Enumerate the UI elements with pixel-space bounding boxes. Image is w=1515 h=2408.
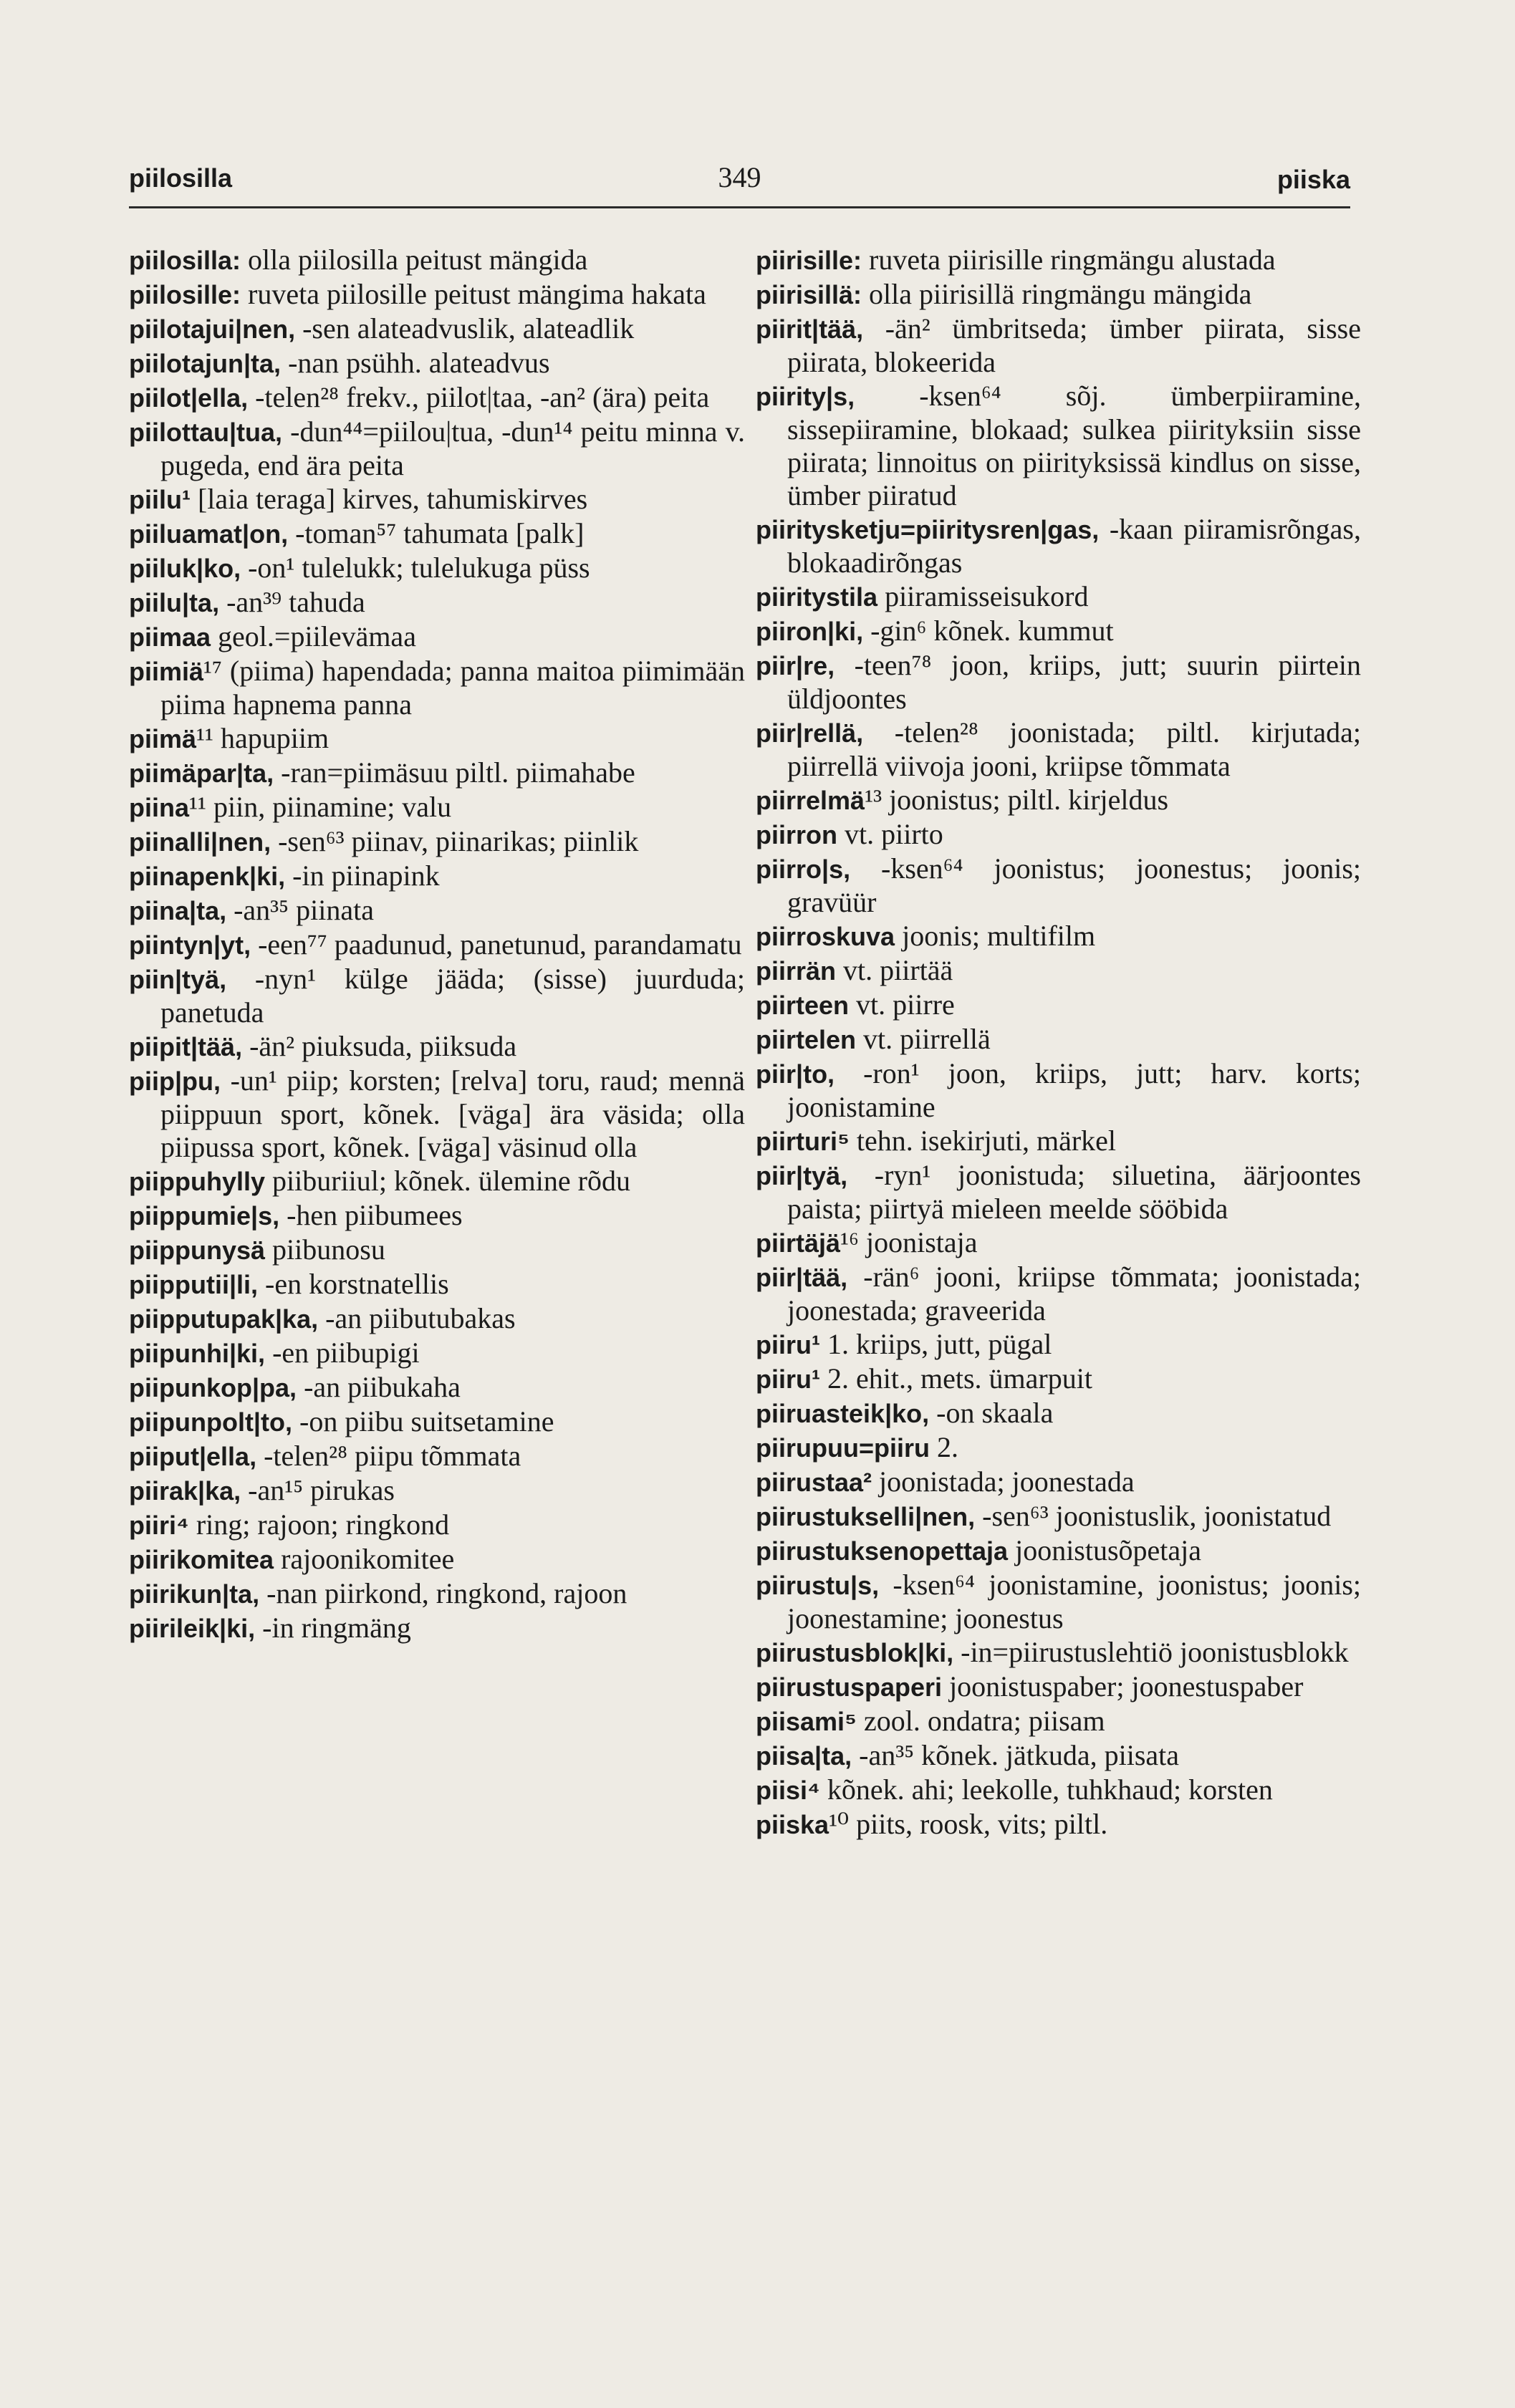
dictionary-entry: [129, 1064, 745, 1164]
dictionary-entry: [756, 1534, 1361, 1568]
entry-definition: -sen⁶³ joonistuslik, joonistatud: [975, 1500, 1332, 1532]
entry-headword: piirustaa²: [756, 1468, 872, 1497]
entry-definition: -dun⁴⁴=piilou|tua, -dun¹⁴ peitu minna v. pugeda, end ära peita: [160, 415, 745, 481]
entry-headword: piir|tää,: [756, 1263, 848, 1292]
dictionary-entry: [129, 1405, 745, 1439]
dictionary-entry: [756, 852, 1361, 919]
entry-definition: -sen⁶³ piinav, piinarikas; piinlik: [271, 825, 639, 857]
dictionary-entry: [129, 415, 745, 482]
dictionary-entry: [756, 649, 1361, 716]
dictionary-entry: [756, 1362, 1361, 1396]
entry-headword: piilotajui|nen,: [129, 314, 296, 344]
entry-headword: piirrän: [756, 956, 837, 986]
dictionary-entry: [129, 791, 745, 824]
dictionary-entry: [129, 1233, 745, 1267]
entry-headword: piinapenk|ki,: [129, 862, 286, 891]
dictionary-entry: [756, 1159, 1361, 1225]
entry-headword: piirtelen: [756, 1025, 857, 1054]
entry-definition: -ksen⁶⁴ joonistus; joonestus; joonis; gravüür: [787, 852, 1361, 918]
entry-headword: piirtäjä: [756, 1228, 841, 1258]
dictionary-entry: [756, 380, 1361, 512]
entry-definition: -än² ümbritseda; ümber piirata, sisse piirata, blokeerida: [787, 312, 1361, 378]
dictionary-entry: [129, 312, 745, 346]
entry-headword: piilot|ella,: [129, 383, 249, 413]
dictionary-entry: [756, 1124, 1361, 1158]
entry-headword: piipunhi|ki,: [129, 1339, 266, 1368]
dictionary-entry: [129, 1030, 745, 1064]
entry-headword: piiru¹: [756, 1364, 820, 1394]
dictionary-entry: [756, 954, 1361, 988]
entry-headword: piipunkop|pa,: [129, 1373, 297, 1402]
dictionary-entry: [129, 1199, 745, 1233]
entry-headword: piirustu|s,: [756, 1571, 880, 1600]
entry-headword: piir|rellä,: [756, 718, 864, 748]
entry-headword: piiru¹: [756, 1330, 820, 1359]
entry-definition: -in piinapink: [285, 859, 440, 892]
entry-headword: piirisille:: [756, 246, 862, 275]
dictionary-entry: [756, 1773, 1361, 1807]
entry-headword: piilosille:: [129, 280, 241, 309]
dictionary-entry: [129, 1337, 745, 1370]
dictionary-entry: [756, 1670, 1361, 1704]
entry-headword: piinalli|nen,: [129, 827, 271, 857]
entry-headword: piipit|tää,: [129, 1032, 243, 1061]
dictionary-entry: [129, 963, 745, 1029]
entry-headword: piintyn|yt,: [129, 930, 251, 960]
entry-definition: -sen alateadvuslik, alateadlik: [295, 312, 635, 345]
entry-headword: piilotajun|ta,: [129, 349, 282, 378]
entry-headword: piippumie|s,: [129, 1201, 280, 1231]
entry-definition: vt. piirre: [849, 988, 955, 1021]
entry-definition: 1. kriips, jutt, pügal: [819, 1328, 1052, 1360]
right-guide-word: piiska: [1276, 165, 1350, 194]
entry-definition: rajoonikomitee: [274, 1543, 455, 1575]
entry-headword: piiritysketju=piiritysren|gas,: [756, 515, 1100, 544]
dictionary-entry: [756, 988, 1361, 1022]
entry-definition: ruveta piirisille ringmängu alustada: [862, 244, 1276, 276]
entry-definition: -an³⁵ piinata: [226, 894, 374, 926]
entry-headword: piirustuksenopettaja: [756, 1536, 1009, 1566]
dictionary-entry: [756, 818, 1361, 852]
right-column: [756, 244, 1361, 1842]
entry-definition: -in=piirustuslehtiö joonistusblokk: [953, 1636, 1349, 1668]
entry-headword: piiritystila: [756, 582, 878, 612]
entry-headword: piiluk|ko,: [129, 554, 241, 583]
entry-headword: piina|ta,: [129, 896, 227, 925]
dictionary-entry: [756, 244, 1361, 277]
entry-headword: piiska: [756, 1810, 829, 1839]
entry-definition: -un¹ piip; korsten; [relva] toru, raud; mennä piippuun sport, kõnek. [väga] ära väsida; olla piipussa sport, kõnek. [väga] väsinud olla: [160, 1064, 745, 1163]
entry-definition: ¹⁷ (piima) hapendada; panna maitoa piimimään piima hapnema panna: [160, 655, 745, 721]
entry-headword: piiput|ella,: [129, 1442, 257, 1471]
entry-headword: piir|to,: [756, 1059, 835, 1089]
entry-headword: piirity|s,: [756, 382, 855, 411]
dictionary-entry: [756, 1636, 1361, 1670]
entry-headword: piip|pu,: [129, 1066, 221, 1096]
entry-definition: ¹³ joonistus; piltl. kirjeldus: [865, 784, 1169, 816]
entry-definition: -ron¹ joon, kriips, jutt; harv. korts; joonistamine: [787, 1057, 1361, 1123]
entry-headword: piirturi⁵: [756, 1127, 850, 1156]
dictionary-entry: [756, 513, 1361, 579]
dictionary-entry: [129, 1612, 745, 1645]
entry-definition: piiburiiul; kõnek. ülemine rõdu: [265, 1165, 630, 1197]
entry-headword: piirit|tää,: [756, 314, 864, 344]
dictionary-entry: [756, 1226, 1361, 1260]
entry-definition: -nyn¹ külge jääda; (sisse) juurduda; panetuda: [160, 963, 745, 1029]
entry-definition: vt. piirtää: [836, 954, 953, 986]
entry-definition: ¹¹ hapupiim: [196, 722, 330, 754]
dictionary-entry: [129, 1440, 745, 1473]
entry-definition: -en korstnatellis: [258, 1268, 449, 1300]
entry-definition: -on¹ tulelukk; tulelukuga püss: [241, 552, 590, 584]
dictionary-entry: [129, 894, 745, 928]
entry-definition: -een⁷⁷ paadunud, panetunud, parandamatu: [251, 928, 742, 960]
entry-definition: -en piibupigi: [265, 1337, 420, 1369]
entry-headword: piirroskuva: [756, 922, 895, 951]
entry-definition: olla piirisillä ringmängu mängida: [862, 278, 1252, 310]
entry-definition: vt. piirto: [837, 818, 943, 850]
dictionary-entry: [756, 312, 1361, 379]
entry-definition: tehn. isekirjuti, märkel: [849, 1124, 1117, 1157]
header-rule: [129, 206, 1350, 208]
entry-headword: piirikomitea: [129, 1545, 274, 1574]
entry-headword: piisami⁵: [756, 1707, 857, 1736]
dictionary-entry: [129, 1577, 745, 1611]
dictionary-entry: [756, 1328, 1361, 1362]
entry-headword: piirustuspaperi: [756, 1672, 943, 1702]
dictionary-entry: [756, 1397, 1361, 1430]
dictionary-entry: [129, 1474, 745, 1508]
dictionary-entry: [129, 1543, 745, 1576]
dictionary-entry: [129, 655, 745, 721]
entry-headword: piimiä: [129, 657, 204, 686]
entry-definition: -an piibukaha: [297, 1371, 461, 1403]
dictionary-entry: [129, 347, 745, 380]
entry-headword: piirupuu=piiru: [756, 1433, 930, 1463]
entry-definition: ¹⁰ piits, roosk, vits; piltl.: [829, 1808, 1108, 1840]
entry-definition: -an¹⁵ pirukas: [241, 1474, 395, 1506]
entry-definition: -in ringmäng: [255, 1612, 411, 1644]
entry-headword: piisa|ta,: [756, 1741, 852, 1771]
dictionary-entry: [756, 615, 1361, 648]
entry-headword: piir|re,: [756, 651, 835, 680]
entry-headword: piirteen: [756, 991, 850, 1020]
entry-definition: zool. ondatra; piisam: [856, 1705, 1105, 1737]
entry-definition: joonistada; joonestada: [872, 1465, 1135, 1498]
entry-headword: piirrelmä: [756, 786, 865, 815]
entry-definition: 2. ehit., mets. ümarpuit: [819, 1362, 1092, 1395]
dictionary-entry: [129, 1508, 745, 1542]
entry-definition: ring; rajoon; ringkond: [188, 1508, 450, 1541]
entry-definition: -hen piibumees: [279, 1199, 463, 1231]
dictionary-entry: [756, 1705, 1361, 1738]
entry-headword: piirileik|ki,: [129, 1614, 256, 1643]
entry-definition: -an³⁵ kõnek. jätkuda, piisata: [852, 1739, 1180, 1771]
entry-definition: -an piibutubakas: [318, 1302, 516, 1334]
entry-headword: piilottau|tua,: [129, 418, 283, 447]
entry-definition: -nan piirkond, ringkond, rajoon: [259, 1577, 627, 1609]
dictionary-entry: [129, 859, 745, 893]
entry-headword: piiruasteik|ko,: [756, 1399, 930, 1428]
entry-definition: -teen⁷⁸ joon, kriips, jutt; suurin piirtein üldjoontes: [787, 649, 1361, 715]
entry-headword: piipunpolt|to,: [129, 1407, 292, 1437]
page-header: [129, 158, 1350, 208]
dictionary-entry: [129, 756, 745, 790]
dictionary-entry: [129, 586, 745, 620]
dictionary-entry: [129, 1302, 745, 1336]
entry-definition: piiramisseisukord: [877, 580, 1089, 612]
entry-headword: piimäpar|ta,: [129, 758, 274, 788]
dictionary-entry: [129, 552, 745, 585]
entry-headword: piilosilla:: [129, 246, 241, 275]
left-column: [129, 244, 745, 1646]
entry-definition: -rän⁶ jooni, kriipse tõmmata; joonistada; joonestada; graveerida: [787, 1261, 1361, 1326]
dictionary-entry: [129, 928, 745, 962]
entry-definition: -ksen⁶⁴ joonistamine, joonistus; joonis; joonestamine; joonestus: [787, 1569, 1361, 1634]
entry-definition: geol.=piilevämaa: [211, 620, 416, 652]
entry-definition: -an³⁹ tahuda: [219, 586, 365, 618]
entry-definition: -ksen⁶⁴ sõj. ümberpiiramine, sissepiiramine, blokaad; sulkea piirityksiin sisse piirata; linnoitus on piirityksissä kindlus on sisse, ümber piiratud: [787, 380, 1361, 511]
entry-definition: vt. piirrellä: [856, 1023, 991, 1055]
entry-headword: piirikun|ta,: [129, 1579, 260, 1609]
entry-definition: -kaan piiramisrõngas, blokaadirõngas: [787, 513, 1361, 579]
entry-definition: -gin⁶ kõnek. kummut: [863, 615, 1114, 647]
dictionary-entry: [129, 1165, 745, 1198]
entry-definition: joonistusõpetaja: [1008, 1534, 1202, 1566]
entry-definition: -ryn¹ joonistuda; siluetina, äärjoontes paista; piirtyä mieleen meelde sööbida: [787, 1159, 1361, 1225]
entry-headword: piin|tyä,: [129, 965, 227, 994]
entry-definition: piibunosu: [265, 1233, 385, 1266]
entry-headword: piirak|ka,: [129, 1476, 241, 1506]
entry-headword: piimaa: [129, 622, 211, 652]
dictionary-entry: [756, 1500, 1361, 1533]
entry-definition: ¹⁶ joonistaja: [840, 1226, 978, 1258]
entry-definition: -nan psühh. alateadvus: [281, 347, 550, 379]
dictionary-entry: [756, 920, 1361, 953]
entry-definition: -ran=piimäsuu piltl. piimahabe: [274, 756, 635, 789]
entry-headword: piilu|ta,: [129, 588, 220, 617]
entry-headword: piiron|ki,: [756, 617, 864, 646]
entry-definition: -telen²⁸ frekv., piilot|taa, -an² (ära) peita: [248, 381, 710, 413]
dictionary-entry: [129, 722, 745, 756]
dictionary-entry: [756, 1465, 1361, 1499]
dictionary-entry: [129, 620, 745, 654]
entry-headword: piiluamat|on,: [129, 519, 289, 549]
entry-headword: piir|tyä,: [756, 1161, 848, 1190]
dictionary-entry: [756, 278, 1361, 312]
dictionary-entry: [129, 244, 745, 277]
entry-headword: piiri⁴: [129, 1511, 189, 1540]
dictionary-entry: [129, 825, 745, 859]
dictionary-entry: [756, 1739, 1361, 1773]
entry-headword: piipputupak|ka,: [129, 1304, 319, 1334]
entry-headword: piirustusblok|ki,: [756, 1638, 954, 1667]
entry-headword: piippuhylly: [129, 1167, 266, 1196]
entry-definition: -telen²⁸ piipu tõmmata: [256, 1440, 521, 1472]
dictionary-entry: [756, 580, 1361, 614]
entry-definition: -on piibu suitsetamine: [292, 1405, 554, 1437]
page-number: 349: [718, 161, 761, 193]
dictionary-entry: [756, 1808, 1361, 1841]
entry-headword: piisi⁴: [756, 1776, 820, 1805]
dictionary-entry: [756, 784, 1361, 817]
entry-headword: piirro|s,: [756, 854, 851, 884]
entry-definition: ¹¹ piin, piinamine; valu: [189, 791, 452, 823]
entry-definition: -än² piuksuda, piiksuda: [242, 1030, 517, 1062]
entry-definition: -telen²⁸ joonistada; piltl. kirjutada; piirrellä viivoja jooni, kriipse tõmmata: [787, 716, 1361, 782]
dictionary-entry: [129, 278, 745, 312]
entry-definition: joonis; multifilm: [895, 920, 1096, 952]
entry-headword: piina: [129, 793, 190, 822]
dictionary-entry: [756, 716, 1361, 783]
dictionary-entry: [129, 517, 745, 551]
entry-definition: [laia teraga] kirves, tahumiskirves: [190, 483, 588, 515]
left-guide-word: piilosilla: [129, 163, 233, 193]
dictionary-entry: [756, 1057, 1361, 1124]
dictionary-entry: [129, 1371, 745, 1405]
entry-headword: piippunysä: [129, 1236, 266, 1265]
entry-headword: piirisillä:: [756, 280, 862, 309]
entry-headword: piirron: [756, 820, 837, 849]
dictionary-entry: [756, 1569, 1361, 1635]
dictionary-entry: [129, 381, 745, 415]
entry-definition: kõnek. ahi; leekolle, tuhkhaud; korsten: [819, 1773, 1273, 1806]
entry-headword: piilu¹: [129, 485, 191, 514]
entry-definition: olla piilosilla peitust mängida: [241, 244, 588, 276]
dictionary-entry: [756, 1023, 1361, 1056]
dictionary-entry: [129, 483, 745, 516]
entry-definition: -toman⁵⁷ tahumata [palk]: [288, 517, 585, 549]
entry-headword: piipputii|li,: [129, 1270, 259, 1299]
entry-headword: piirustukselli|nen,: [756, 1502, 976, 1531]
dictionary-entry: [129, 1268, 745, 1301]
dictionary-entry: [756, 1431, 1361, 1465]
dictionary-entry: [756, 1261, 1361, 1327]
entry-definition: 2.: [929, 1431, 958, 1463]
entry-definition: -on skaala: [929, 1397, 1054, 1429]
entry-definition: joonistuspaber; joonestuspaber: [942, 1670, 1304, 1703]
entry-headword: piimä: [129, 724, 197, 753]
entry-definition: ruveta piilosille peitust mängima hakata: [241, 278, 706, 310]
